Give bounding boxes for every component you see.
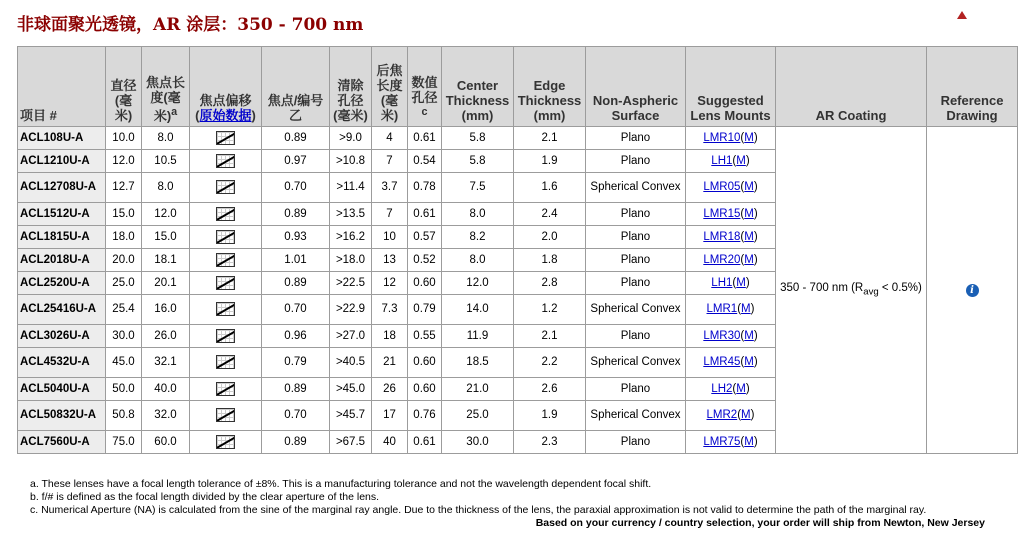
paren-open: (: [737, 303, 742, 315]
diameter-cell: 25.4: [106, 295, 142, 325]
ar-coating-text: 350 - 700 nm (R: [780, 281, 864, 294]
focal-length-cell: 40.0: [142, 378, 190, 401]
surface-cell: Plano: [586, 127, 686, 150]
center-thickness-cell: 5.8: [442, 150, 514, 173]
paren-close: ): [753, 253, 758, 266]
lens-spec-table: [17, 46, 1018, 454]
clear-aperture-cell: >22.5: [330, 272, 372, 295]
diameter-cell: 10.0: [106, 127, 142, 150]
focal-shift-cell: [190, 203, 262, 226]
header-clear-aperture: 清除孔径(毫米): [330, 47, 372, 127]
edge-thickness-cell: 1.8: [514, 249, 586, 272]
part-number-cell: ACL1210U-A: [18, 150, 106, 173]
na-cell: 0.54: [408, 150, 442, 173]
mount-metric-link[interactable]: M: [744, 356, 754, 368]
part-number-cell: ACL7560U-A: [18, 431, 106, 454]
mount-metric-link[interactable]: M: [744, 230, 754, 243]
clear-aperture-cell: >45.7: [330, 401, 372, 431]
header-na-text: 数值孔径: [411, 74, 438, 105]
focal-length-cell: 32.1: [142, 348, 190, 378]
focal-length-cell: 60.0: [142, 431, 190, 454]
edge-thickness-cell: 2.3: [514, 431, 586, 454]
part-number-cell: ACL5040U-A: [18, 378, 106, 401]
center-thickness-cell: 18.5: [442, 348, 514, 378]
center-thickness-cell: 8.0: [442, 203, 514, 226]
na-cell: 0.60: [408, 348, 442, 378]
focal-shift-cell: [190, 272, 262, 295]
paren-close: ): [745, 382, 750, 395]
focal-length-cell: 12.0: [142, 203, 190, 226]
back-focal-cell: 7.3: [372, 295, 408, 325]
na-cell: 0.61: [408, 127, 442, 150]
f-number-cell: 0.96: [262, 325, 330, 348]
footnote-b: 乙: [288, 108, 302, 123]
focal-shift-cell: [190, 295, 262, 325]
mount-metric-link[interactable]: M: [744, 329, 754, 342]
mount-metric-link[interactable]: M: [744, 207, 754, 220]
focal-shift-cell: [190, 150, 262, 173]
header-focal-length-text: 焦点长度(毫米): [145, 74, 185, 123]
clear-aperture-cell: >16.2: [330, 226, 372, 249]
mount-cell: [686, 272, 776, 295]
mount-link[interactable]: LMR15: [703, 207, 741, 220]
ar-coating-cell: [776, 127, 927, 454]
paren-open: (: [740, 329, 745, 342]
raw-data-link[interactable]: 原始数据: [199, 108, 252, 123]
back-focal-cell: 26: [372, 378, 408, 401]
edge-thickness-cell: 2.4: [514, 203, 586, 226]
footnotes: [30, 478, 926, 517]
mount-link[interactable]: LH2: [711, 382, 733, 395]
back-focal-cell: 3.7: [372, 173, 408, 203]
focal-length-cell: 10.5: [142, 150, 190, 173]
part-number-cell: ACL3026U-A: [18, 325, 106, 348]
header-ar-coating: AR Coating: [776, 47, 927, 127]
f-number-cell: 0.70: [262, 295, 330, 325]
mount-metric-link[interactable]: M: [736, 382, 746, 395]
mount-link[interactable]: LH1: [711, 154, 733, 167]
surface-cell: Plano: [586, 431, 686, 454]
back-focal-cell: 7: [372, 150, 408, 173]
focal-shift-cell: [190, 226, 262, 249]
part-number-cell: ACL50832U-A: [18, 401, 106, 431]
na-cell: 0.60: [408, 272, 442, 295]
header-drawing: Reference Drawing: [927, 47, 1018, 127]
na-cell: 0.55: [408, 325, 442, 348]
focal-length-cell: 8.0: [142, 127, 190, 150]
clear-aperture-cell: >13.5: [330, 203, 372, 226]
center-thickness-cell: 30.0: [442, 431, 514, 454]
back-focal-cell: 17: [372, 401, 408, 431]
diameter-cell: 15.0: [106, 203, 142, 226]
mount-cell: [686, 431, 776, 454]
header-edge-thickness: Edge Thickness (mm): [514, 47, 586, 127]
mount-cell: [686, 226, 776, 249]
na-cell: 0.60: [408, 378, 442, 401]
header-diameter: 直径(毫米): [106, 47, 142, 127]
header-back-focal: 后焦长度(毫米): [372, 47, 408, 127]
table-header-row: [18, 47, 1018, 127]
focal-shift-cell: [190, 378, 262, 401]
surface-cell: Plano: [586, 272, 686, 295]
paren-close: ): [753, 207, 758, 220]
edge-thickness-cell: 1.6: [514, 173, 586, 203]
diameter-cell: 18.0: [106, 226, 142, 249]
surface-cell: Plano: [586, 150, 686, 173]
part-number-cell: ACL12708U-A: [18, 173, 106, 203]
footnote-line: a. These lenses have a focal length tolerance of ±8%. This is a manufacturing tolerance and not the wavelength dependent focal shift.: [30, 478, 652, 490]
focal-shift-plot-icon[interactable]: [216, 329, 235, 343]
center-thickness-cell: 11.9: [442, 325, 514, 348]
clear-aperture-cell: >10.8: [330, 150, 372, 173]
focal-shift-plot-icon[interactable]: [216, 382, 235, 396]
mount-cell: [686, 401, 776, 431]
focal-shift-cell: [190, 401, 262, 431]
header-f-number-text: 焦点/编号: [267, 93, 324, 108]
header-focal-shift-close: ): [251, 108, 256, 123]
focal-shift-plot-icon[interactable]: [216, 207, 235, 221]
table-body: [18, 127, 1018, 454]
header-item: 项目 #: [18, 47, 106, 127]
surface-cell: Plano: [586, 249, 686, 272]
na-cell: 0.52: [408, 249, 442, 272]
paren-close: ): [750, 303, 755, 315]
center-thickness-cell: 7.5: [442, 173, 514, 203]
surface-cell: Plano: [586, 203, 686, 226]
paren-close: ): [753, 181, 758, 193]
part-number-cell: ACL2018U-A: [18, 249, 106, 272]
page-title: 非球面聚光透镜，AR 涂层：350 - 700 nm: [17, 15, 364, 35]
paren-open: (: [740, 207, 745, 220]
back-focal-cell: 40: [372, 431, 408, 454]
part-number-cell: ACL4532U-A: [18, 348, 106, 378]
edge-thickness-cell: 2.8: [514, 272, 586, 295]
focal-shift-plot-icon[interactable]: [216, 230, 235, 244]
diameter-cell: 30.0: [106, 325, 142, 348]
surface-cell: Plano: [586, 378, 686, 401]
center-thickness-cell: 8.0: [442, 249, 514, 272]
paren-close: ): [750, 409, 755, 421]
shipping-note: Based on your currency / country selection, your order will ship from Newton, New Jersey: [535, 517, 985, 529]
focal-shift-cell: [190, 348, 262, 378]
f-number-cell: 0.70: [262, 173, 330, 203]
focal-length-cell: 32.0: [142, 401, 190, 431]
part-number-cell: ACL1815U-A: [18, 226, 106, 249]
f-number-cell: 0.89: [262, 127, 330, 150]
paren-open: (: [740, 230, 745, 243]
f-number-cell: 0.79: [262, 348, 330, 378]
f-number-cell: 0.97: [262, 150, 330, 173]
focal-shift-plot-icon[interactable]: [216, 302, 235, 316]
surface-cell: Spherical Convex: [586, 295, 686, 325]
focal-shift-cell: [190, 325, 262, 348]
diameter-cell: 12.7: [106, 173, 142, 203]
mount-metric-link[interactable]: M: [744, 131, 754, 144]
edge-thickness-cell: 1.9: [514, 401, 586, 431]
back-focal-cell: 12: [372, 272, 408, 295]
edge-thickness-cell: 2.2: [514, 348, 586, 378]
center-thickness-cell: 12.0: [442, 272, 514, 295]
mount-link[interactable]: LMR20: [703, 253, 741, 266]
mount-metric-link[interactable]: M: [736, 154, 746, 167]
footnote-c: c: [421, 105, 428, 118]
edge-thickness-cell: 2.0: [514, 226, 586, 249]
mount-cell: [686, 150, 776, 173]
focal-shift-plot-icon[interactable]: [216, 253, 235, 267]
info-icon[interactable]: i: [966, 284, 979, 297]
center-thickness-cell: 8.2: [442, 226, 514, 249]
header-na: [408, 47, 442, 127]
paren-close: ): [745, 276, 750, 289]
mount-link[interactable]: LMR45: [703, 356, 741, 368]
focal-shift-cell: [190, 173, 262, 203]
surface-cell: Spherical Convex: [586, 173, 686, 203]
part-number-cell: ACL25416U-A: [18, 295, 106, 325]
mount-metric-link[interactable]: M: [736, 276, 746, 289]
focal-length-cell: 18.1: [142, 249, 190, 272]
f-number-cell: 0.89: [262, 203, 330, 226]
focal-shift-plot-icon[interactable]: [216, 276, 235, 290]
mount-metric-link[interactable]: M: [741, 409, 751, 421]
mount-link[interactable]: LH1: [711, 276, 733, 289]
clear-aperture-cell: >9.0: [330, 127, 372, 150]
focal-length-cell: 16.0: [142, 295, 190, 325]
diameter-cell: 20.0: [106, 249, 142, 272]
paren-close: ): [753, 329, 758, 342]
table-row: [18, 127, 1018, 150]
paren-open: (: [740, 253, 745, 266]
f-number-cell: 0.89: [262, 431, 330, 454]
ar-coating-suffix: < 0.5%): [878, 281, 922, 294]
header-focal-length: [142, 47, 190, 127]
footnote-a: a: [171, 105, 178, 118]
paren-open: (: [732, 154, 737, 167]
mount-metric-link[interactable]: M: [741, 303, 751, 315]
header-surface: Non-Aspheric Surface: [586, 47, 686, 127]
mount-cell: [686, 127, 776, 150]
mount-cell: [686, 173, 776, 203]
mount-link[interactable]: LMR18: [703, 230, 741, 243]
surface-cell: Plano: [586, 325, 686, 348]
edge-thickness-cell: 2.1: [514, 127, 586, 150]
edge-thickness-cell: 2.1: [514, 325, 586, 348]
header-mounts: Suggested Lens Mounts: [686, 47, 776, 127]
na-cell: 0.61: [408, 431, 442, 454]
back-focal-cell: 18: [372, 325, 408, 348]
diameter-cell: 50.0: [106, 378, 142, 401]
clear-aperture-cell: >11.4: [330, 173, 372, 203]
clear-aperture-cell: >22.9: [330, 295, 372, 325]
paren-close: ): [753, 435, 758, 448]
f-number-cell: 0.89: [262, 378, 330, 401]
edge-thickness-cell: 2.6: [514, 378, 586, 401]
diameter-cell: 25.0: [106, 272, 142, 295]
header-focal-shift: [190, 47, 262, 127]
diameter-cell: 75.0: [106, 431, 142, 454]
focal-shift-plot-icon[interactable]: [216, 408, 235, 422]
drawing-cell: [927, 127, 1018, 454]
f-number-cell: 1.01: [262, 249, 330, 272]
mount-link[interactable]: LMR05: [703, 181, 741, 193]
edge-thickness-cell: 1.9: [514, 150, 586, 173]
focal-shift-plot-icon[interactable]: [216, 154, 235, 168]
na-cell: 0.79: [408, 295, 442, 325]
header-center-thickness: Center Thickness (mm): [442, 47, 514, 127]
focal-shift-cell: [190, 249, 262, 272]
triangle-up-icon[interactable]: [957, 11, 967, 19]
focal-length-cell: 20.1: [142, 272, 190, 295]
footnote-line: c. Numerical Aperture (NA) is calculated from the sine of the marginal ray angle. Due to the thickness of the lens, the paraxial approximation is not valid to determine the path of the marginal ray.: [30, 504, 927, 516]
na-cell: 0.76: [408, 401, 442, 431]
diameter-cell: 12.0: [106, 150, 142, 173]
mount-link[interactable]: LMR10: [703, 131, 741, 144]
focal-length-cell: 15.0: [142, 226, 190, 249]
clear-aperture-cell: >40.5: [330, 348, 372, 378]
back-focal-cell: 4: [372, 127, 408, 150]
surface-cell: Spherical Convex: [586, 348, 686, 378]
mount-link[interactable]: LMR30: [703, 329, 741, 342]
paren-close: ): [753, 230, 758, 243]
f-number-cell: 0.93: [262, 226, 330, 249]
focal-shift-plot-icon[interactable]: [216, 435, 235, 449]
paren-close: ): [753, 131, 758, 144]
focal-shift-plot-icon[interactable]: [216, 180, 235, 194]
header-focal-shift-open: (: [195, 108, 200, 123]
clear-aperture-cell: >67.5: [330, 431, 372, 454]
na-cell: 0.78: [408, 173, 442, 203]
back-focal-cell: 10: [372, 226, 408, 249]
surface-cell: Spherical Convex: [586, 401, 686, 431]
footnote-line: b. f/# is defined as the focal length divided by the clear aperture of the lens.: [30, 491, 380, 503]
part-number-cell: ACL2520U-A: [18, 272, 106, 295]
f-number-cell: 0.89: [262, 272, 330, 295]
diameter-cell: 50.8: [106, 401, 142, 431]
mount-link[interactable]: LMR75: [703, 435, 741, 448]
paren-open: (: [740, 356, 745, 368]
paren-open: (: [732, 276, 737, 289]
mount-metric-link[interactable]: M: [744, 253, 754, 266]
mount-link[interactable]: LMR2: [706, 409, 738, 421]
mount-cell: [686, 348, 776, 378]
center-thickness-cell: 21.0: [442, 378, 514, 401]
clear-aperture-cell: >45.0: [330, 378, 372, 401]
focal-shift-cell: [190, 431, 262, 454]
paren-open: (: [737, 409, 742, 421]
header-focal-shift-text: 焦点偏移: [199, 93, 252, 108]
part-number-cell: ACL1512U-A: [18, 203, 106, 226]
focal-shift-plot-icon[interactable]: [216, 355, 235, 369]
focal-length-cell: 8.0: [142, 173, 190, 203]
clear-aperture-cell: >27.0: [330, 325, 372, 348]
focal-length-cell: 26.0: [142, 325, 190, 348]
mount-cell: [686, 249, 776, 272]
paren-close: ): [753, 356, 758, 368]
center-thickness-cell: 5.8: [442, 127, 514, 150]
center-thickness-cell: 25.0: [442, 401, 514, 431]
diameter-cell: 45.0: [106, 348, 142, 378]
ar-coating-sub: avg: [863, 286, 879, 298]
f-number-cell: 0.70: [262, 401, 330, 431]
paren-open: (: [740, 181, 745, 193]
mount-metric-link[interactable]: M: [744, 435, 754, 448]
surface-cell: Plano: [586, 226, 686, 249]
mount-link[interactable]: LMR1: [706, 303, 738, 315]
mount-cell: [686, 325, 776, 348]
back-focal-cell: 13: [372, 249, 408, 272]
back-focal-cell: 21: [372, 348, 408, 378]
focal-shift-cell: [190, 127, 262, 150]
header-f-number: [262, 47, 330, 127]
paren-close: ): [745, 154, 750, 167]
center-thickness-cell: 14.0: [442, 295, 514, 325]
focal-shift-plot-icon[interactable]: [216, 131, 235, 145]
na-cell: 0.61: [408, 203, 442, 226]
paren-open: (: [732, 382, 737, 395]
edge-thickness-cell: 1.2: [514, 295, 586, 325]
clear-aperture-cell: >18.0: [330, 249, 372, 272]
na-cell: 0.57: [408, 226, 442, 249]
paren-open: (: [740, 131, 745, 144]
back-focal-cell: 7: [372, 203, 408, 226]
mount-cell: [686, 295, 776, 325]
part-number-cell: ACL108U-A: [18, 127, 106, 150]
mount-cell: [686, 203, 776, 226]
mount-metric-link[interactable]: M: [744, 181, 754, 193]
paren-open: (: [740, 435, 745, 448]
mount-cell: [686, 378, 776, 401]
